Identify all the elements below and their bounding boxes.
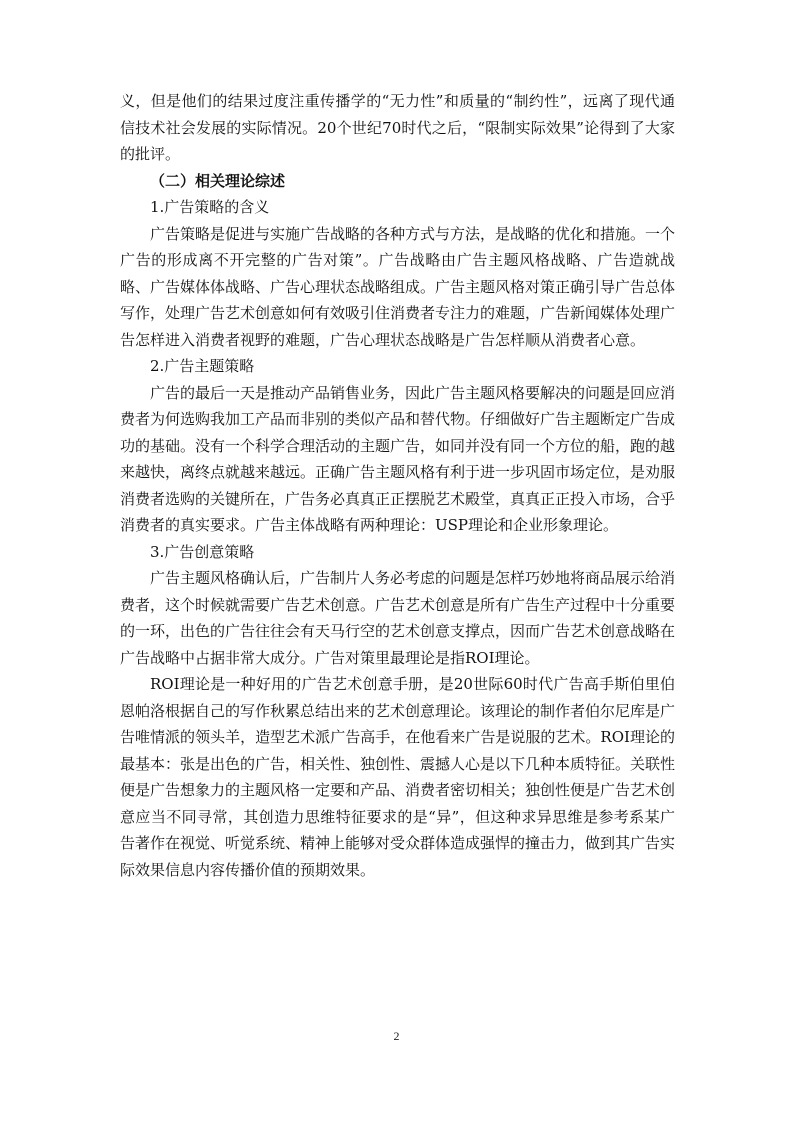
paragraph-theme-strategy: 广告的最后一天是推动产品销售业务，因此广告主题风格要解决的问题是回应消费者为何选购我加工产品而非别的类似产品和替代物。仔细做好广告主题断定广告成功的基础。没有一个科学合理活动的主题广告，如同并没有同一个方位的船，跑的越来越快，离终点就越来越远。正确广告主题风格有利于进一步巩固市场定位，是劝服消费者选购的关键所在，广告务必真真正正摆脱艺术殿堂，真真正正投入市场，合乎消费者的真实要求。广告主体战略有两种理论：USP理论和企业形象理论。 <box>120 383 676 534</box>
subheading-creative-strategy: 3.广告创意策略 <box>150 542 255 561</box>
paragraph-roi-theory: ROI理论是一种好用的广告艺术创意手册，是20世际60时代广告高手斯伯里伯恩帕洛根据自己的写作秋累总结出来的艺术创意理论。该理论的制作者伯尔尼库是广告唯情派的领头羊，造型艺术派广告高手，在他看来广告是说服的艺术。ROI理论的最基本：张是出色的广告，相关性、独创性、震撼人心是以下几种本质特征。关联性便是广告想象力的主题风格一定要和产品、消费者密切相关；独创性便是广告艺术创意应当不同寻常，其创造力思维特征要求的是“异”，但这种求异思维是参考系某广告著作在视觉、听觉系统、精神上能够对受众群体造成强悍的撞击力，做到其广告实际效果信息内容传播价值的预期效果。 <box>120 675 676 879</box>
body-text <box>120 88 675 883</box>
section-heading: （二）相关理论综述 <box>150 171 286 190</box>
subheading-strategy-meaning: 1.广告策略的含义 <box>150 198 270 216</box>
paragraph-strategy-meaning: 广告策略是促进与实施广告战略的各种方式与方法，是战略的优化和措施。一个广告的形成离不开完整的广告对策”。广告战略由广告主题风格战略、广告造就战略、广告媒体体战略、广告心理状态战略组成。广告主题风格对策正确引导广告总体写作，处理广告艺术创意如何有效吸引住消费者专注力的难题，广告新闻媒体处理广告怎样进入消费者视野的难题，广告心理状态战略是广告怎样顺从消费者心意。 <box>120 224 676 349</box>
paragraph-continued: 义，但是他们的结果过度注重传播学的“无力性”和质量的“制约性”，远离了现代通信技术社会发展的实际情况。20个世纪70时代之后，“限制实际效果”论得到了大家的批评。 <box>120 92 675 163</box>
subheading-theme-strategy: 2.广告主题策略 <box>150 357 255 375</box>
paragraph-creative-strategy: 广告主题风格确认后，广告制片人务必考虑的问题是怎样巧妙地将商品展示给消费者，这个时候就需要广告艺术创意。广告艺术创意是所有广告生产过程中十分重要的一环，出色的广告往往会有天马行空的艺术创意支撑点，因而广告艺术创意战略在广告战略中占据非常大成分。广告对策里最理论是指ROI理论。 <box>120 569 676 667</box>
page-number: 2 <box>393 1029 400 1043</box>
